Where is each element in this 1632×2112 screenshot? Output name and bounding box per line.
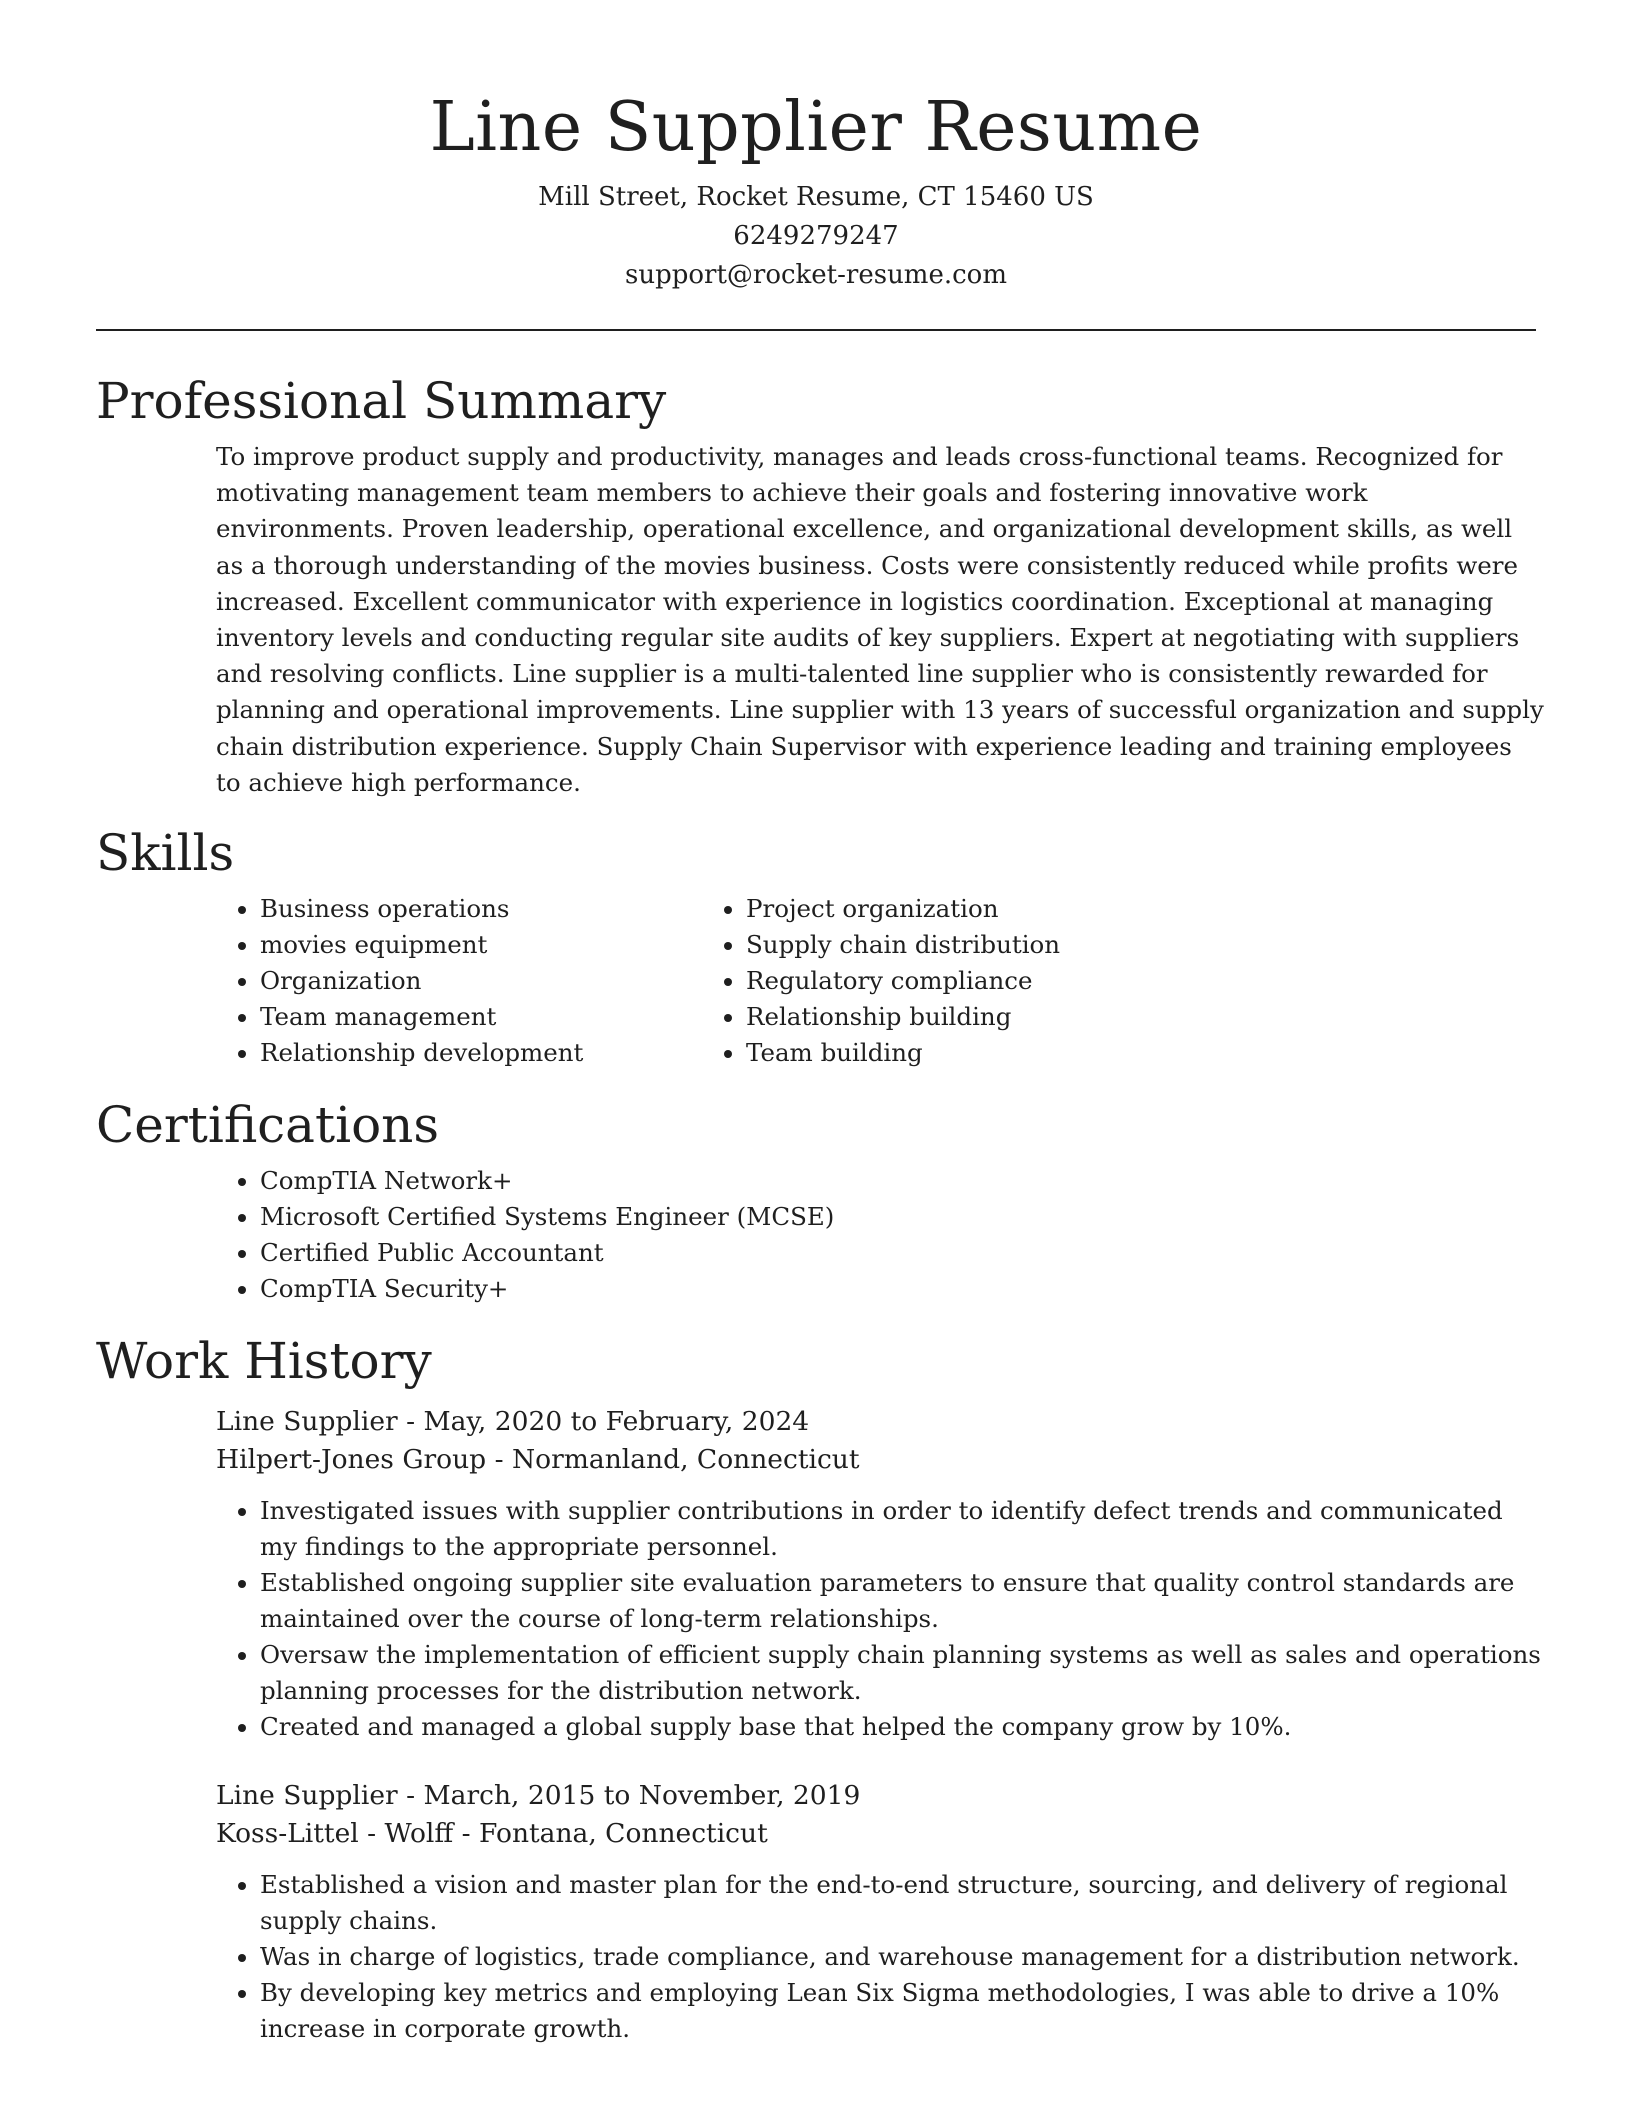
job-bullet: • Established ongoing supplier site evaluation parameters to ensure that quality control standards are maintained over the course of long-term relationships. xyxy=(260,1565,1546,1637)
job-dates: May, 2020 to February, 2024 xyxy=(423,1406,810,1438)
skill-item: • Relationship building xyxy=(746,999,1396,1035)
skill-item: • Team management xyxy=(260,999,746,1035)
skills-column-right xyxy=(746,891,1396,1071)
certifications-section xyxy=(96,1095,1536,1307)
certifications-heading: Certifications xyxy=(96,1096,440,1155)
job-role: Line Supplier xyxy=(216,1780,398,1812)
header-divider xyxy=(96,329,1536,331)
summary-section xyxy=(96,371,1544,801)
certification-item: • CompTIA Security+ xyxy=(260,1271,1536,1307)
skills-heading: Skills xyxy=(96,824,235,883)
contact-email: support@rocket-resume.com xyxy=(624,260,1007,290)
resume-header xyxy=(96,0,1536,295)
contact-block xyxy=(96,178,1536,295)
job-bullet: • By developing key metrics and employing Lean Six Sigma methodologies, I was able to drive a 10% increase in corporate growth. xyxy=(260,1975,1546,2047)
certification-item: • CompTIA Network+ xyxy=(260,1163,1536,1199)
job-company: Hilpert-Jones Group xyxy=(216,1444,487,1476)
job-bullet: • Investigated issues with supplier contributions in order to identify defect trends and communicated my findings to the appropriate personnel. xyxy=(260,1493,1546,1565)
summary-text: To improve product supply and productivity, manages and leads cross-functional teams. Recognized for motivating management team members to achieve their goals and fostering innovative work environments. Proven leadership, operational excellence, and organizational development skills, as well as a thorough understanding of the movies business. Costs were consistently reduced while profits were increased. Excellent communicator with experience in logistics coordination. Exceptional at managing inventory levels and conducting regular site audits of key suppliers. Expert at negotiating with suppliers and resolving conflicts. Line supplier is a multi-talented line supplier who is consistently rewarded for planning and operational improvements. Line supplier with 13 years of successful organization and supply chain distribution experience. Supply Chain Supervisor with experience leading and training employees to achieve high performance. xyxy=(216,442,1544,797)
job-company-line: Hilpert-Jones Group - Normanland, Connecticut xyxy=(216,1444,860,1476)
skill-item: • Business operations xyxy=(260,891,746,927)
job-bullet: • Oversaw the implementation of efficient supply chain planning systems as well as sales and operations planning processes for the distribution network. xyxy=(260,1637,1546,1709)
job-bullet: • Established a vision and master plan for the end-to-end structure, sourcing, and delivery of regional supply chains. xyxy=(260,1867,1546,1939)
job-role: Line Supplier xyxy=(216,1406,398,1438)
job-entry xyxy=(216,1777,1546,2047)
work-history-section xyxy=(96,1331,1541,2047)
job-title-line: Line Supplier - May, 2020 to February, 2024 xyxy=(216,1406,810,1438)
skills-section xyxy=(96,823,1536,1071)
job-dates: March, 2015 to November, 2019 xyxy=(423,1780,861,1812)
job-company: Koss-Littel - Wolff xyxy=(216,1818,454,1850)
skill-item: • Organization xyxy=(260,963,746,999)
resume-title: Line Supplier Resume xyxy=(429,88,1203,167)
job-bullets xyxy=(216,1867,1546,2047)
job-company-line: Koss-Littel - Wolff - Fontana, Connecticut xyxy=(216,1818,768,1850)
job-entry xyxy=(216,1403,1546,1745)
certification-item: • Certified Public Accountant xyxy=(260,1235,1536,1271)
resume-page xyxy=(96,0,1544,2047)
job-bullet: • Created and managed a global supply base that helped the company grow by 10%. xyxy=(260,1709,1546,1745)
skill-item: • movies equipment xyxy=(260,927,746,963)
contact-address: Mill Street, Rocket Resume, CT 15460 US xyxy=(538,182,1094,212)
skills-column-left xyxy=(96,891,746,1071)
summary-heading: Professional Summary xyxy=(96,372,667,430)
job-location: Fontana, Connecticut xyxy=(479,1818,768,1850)
contact-phone: 6249279247 xyxy=(733,221,899,251)
skills-columns xyxy=(96,891,1536,1071)
skill-item: • Relationship development xyxy=(260,1035,746,1071)
job-bullets xyxy=(216,1493,1546,1745)
skill-item: • Team building xyxy=(746,1035,1396,1071)
certifications-list xyxy=(96,1163,1536,1307)
skill-item: • Project organization xyxy=(746,891,1396,927)
work-history-heading: Work History xyxy=(96,1332,432,1391)
skill-item: • Regulatory compliance xyxy=(746,963,1396,999)
certification-item: • Microsoft Certified Systems Engineer (MCSE) xyxy=(260,1199,1536,1235)
job-title-line: Line Supplier - March, 2015 to November, 2019 xyxy=(216,1780,861,1812)
job-location: Normanland, Connecticut xyxy=(511,1444,860,1476)
job-bullet: • Was in charge of logistics, trade compliance, and warehouse management for a distribution network. xyxy=(260,1939,1546,1975)
skill-item: • Supply chain distribution xyxy=(746,927,1396,963)
